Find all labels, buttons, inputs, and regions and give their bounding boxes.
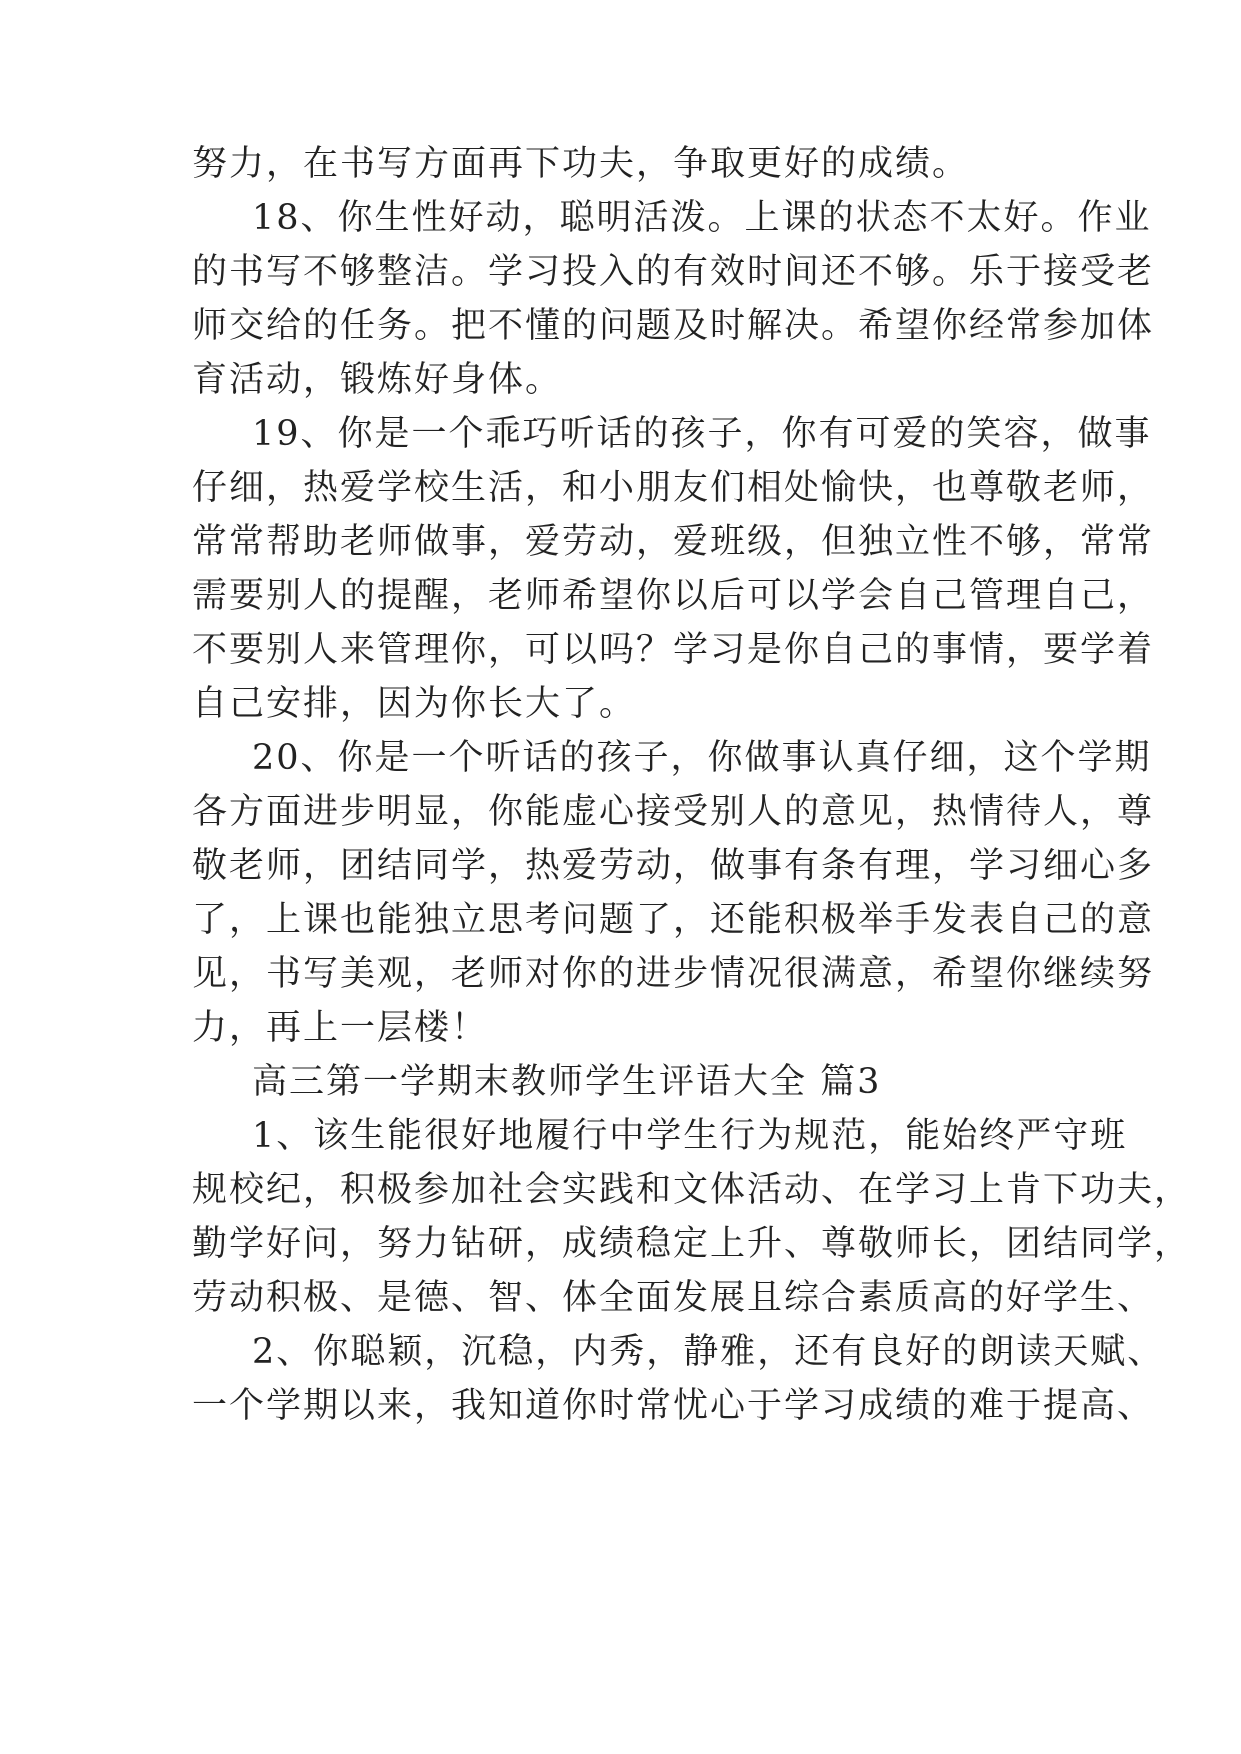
text-line: 师交给的任务。把不懂的问题及时解决。希望你经常参加体 [192,306,1155,346]
text-line: 各方面进步明显，你能虚心接受别人的意见，热情待人，尊 [192,792,1155,832]
text-line: 努力，在书写方面再下功夫，争取更好的成绩。 [192,144,970,184]
text-line: 的书写不够整洁。学习投入的有效时间还不够。乐于接受老 [192,252,1155,292]
text-line: 了，上课也能独立思考问题了，还能积极举手发表自己的意 [192,900,1155,940]
text-line: 需要别人的提醒，老师希望你以后可以学会自己管理自己， [192,576,1155,616]
text-line: 育活动，锻炼好身体。 [192,360,563,400]
text-line: 1、该生能很好地履行中学生行为规范，能始终严守班 [252,1116,1128,1156]
text-line: 见，书写美观，老师对你的进步情况很满意，希望你继续努 [192,954,1155,994]
text-line: 规校纪，积极参加社会实践和文体活动、在学习上肯下功夫， [192,1170,1192,1210]
section-heading: 高三第一学期末教师学生评语大全 篇3 [252,1062,882,1102]
text-line: 常常帮助老师做事，爱劳动，爱班级，但独立性不够，常常 [192,522,1155,562]
text-line: 一个学期以来，我知道你时常忧心于学习成绩的难于提高、 [192,1386,1155,1426]
text-line: 2、你聪颖，沉稳，内秀，静雅，还有良好的朗读天赋、 [252,1332,1165,1372]
text-line: 仔细，热爱学校生活，和小朋友们相处愉快，也尊敬老师， [192,468,1155,508]
text-line: 19、你是一个乖巧听话的孩子，你有可爱的笑容，做事 [252,414,1152,454]
text-line: 不要别人来管理你，可以吗？学习是你自己的事情，要学着 [192,630,1155,670]
text-line: 敬老师，团结同学，热爱劳动，做事有条有理，学习细心多 [192,846,1155,886]
text-line: 劳动积极、是德、智、体全面发展且综合素质高的好学生、 [192,1278,1155,1318]
text-line: 20、你是一个听话的孩子，你做事认真仔细，这个学期 [252,738,1152,778]
text-line: 自己安排，因为你长大了。 [192,684,637,724]
text-line: 勤学好问，努力钻研，成绩稳定上升、尊敬师长，团结同学， [192,1224,1192,1264]
text-line: 18、你生性好动，聪明活泼。上课的状态不太好。作业 [252,198,1152,238]
text-line: 力，再上一层楼！ [192,1008,489,1048]
